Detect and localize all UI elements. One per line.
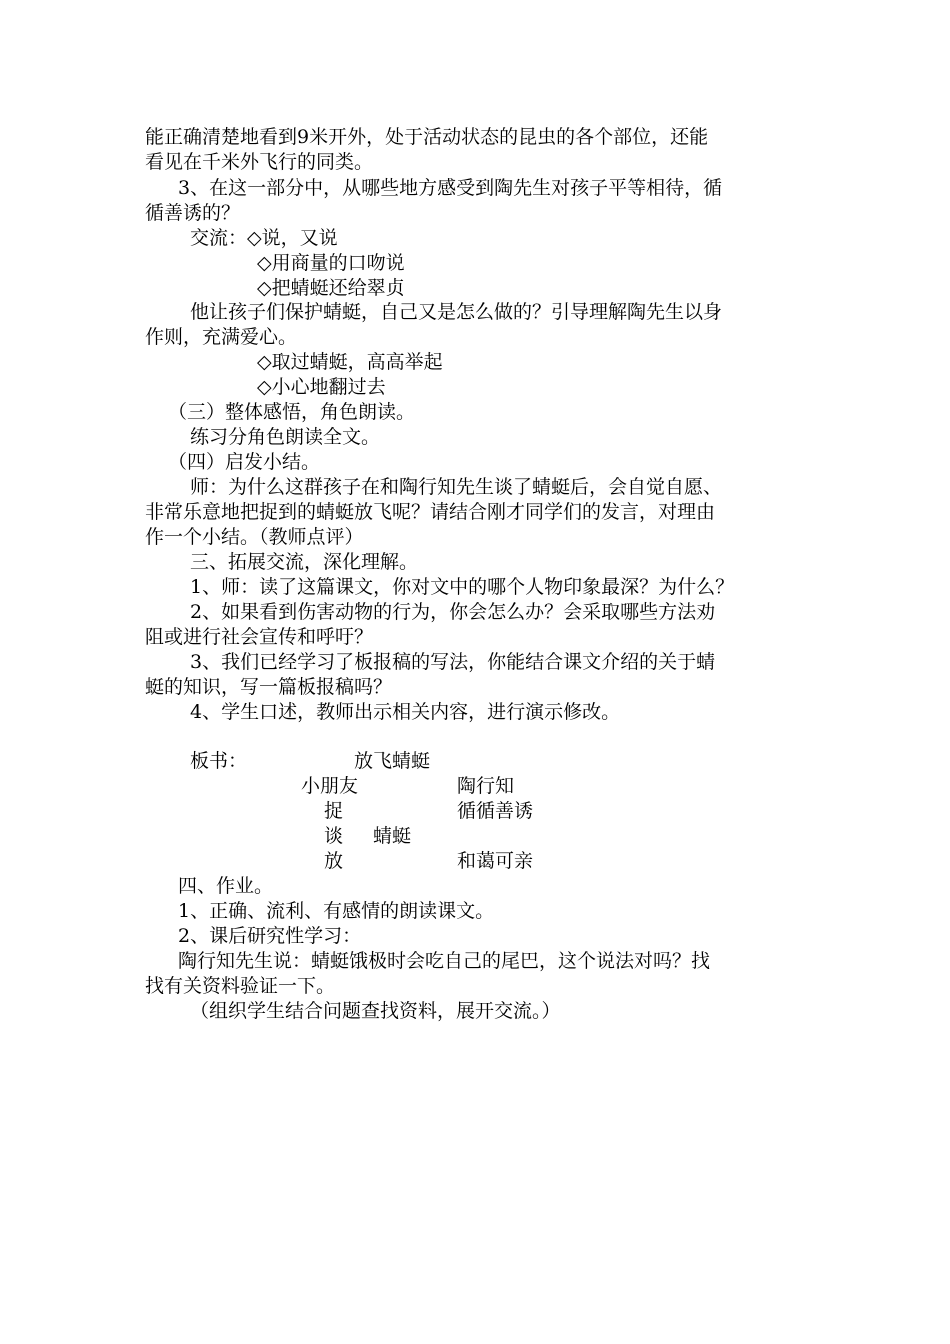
text-line-33: 放: [324, 850, 344, 872]
text-line-9: 作则，充满爱心。: [145, 326, 298, 348]
text-line-28: 陶行知: [457, 775, 515, 797]
text-line-20: 2、如果看到伤害动物的行为，你会怎么办？会采取哪些方法劝: [190, 601, 716, 623]
text-line-12: （三）整体感悟，角色朗读。: [168, 401, 416, 423]
text-line-34: 和蔼可亲: [457, 850, 534, 872]
text-line-27: 小朋友: [301, 775, 359, 797]
text-line-4: 循善诱的？: [145, 202, 241, 224]
text-line-26: 放飞蜻蜓: [354, 750, 431, 772]
text-line-31: 谈: [324, 825, 344, 847]
text-line-30: 循循善诱: [457, 800, 534, 822]
text-line-21: 阻或进行社会宣传和呼吁？: [145, 626, 374, 648]
text-line-38: 陶行知先生说：蜻蜓饿极时会吃自己的尾巴，这个说法对吗？找: [178, 950, 711, 972]
text-line-10: ◇取过蜻蜓，高高举起: [257, 351, 443, 373]
text-line-5: 交流：◇说，又说: [190, 227, 338, 249]
text-line-29: 捉: [324, 800, 344, 822]
text-line-13: 练习分角色朗读全文。: [190, 426, 381, 448]
text-line-7: ◇把蜻蜓还给翠贞: [257, 277, 405, 299]
text-line-37: 2、课后研究性学习：: [178, 925, 362, 947]
text-line-6: ◇用商量的口吻说: [257, 252, 405, 274]
text-line-3: 3、在这一部分中，从哪些地方感受到陶先生对孩子平等相待，循: [178, 177, 723, 199]
text-line-32: 蜻蜓: [373, 825, 412, 847]
text-line-19: 1、师：读了这篇课文，你对文中的哪个人物印象最深？为什么？: [190, 576, 735, 598]
text-line-36: 1、正确、流利、有感情的朗读课文。: [178, 900, 495, 922]
text-line-16: 非常乐意地把捉到的蜻蜓放飞呢？请结合刚才同学们的发言，对理由: [145, 501, 716, 523]
text-line-14: （四）启发小结。: [168, 451, 321, 473]
text-line-23: 蜓的知识，写一篇板报稿吗？: [145, 676, 393, 698]
text-line-18: 三、拓展交流，深化理解。: [190, 551, 419, 573]
text-line-25: 板书：: [190, 750, 248, 772]
text-line-11: ◇小心地翻过去: [257, 376, 386, 398]
text-line-35: 四、作业。: [178, 875, 274, 897]
text-line-39: 找有关资料验证一下。: [145, 975, 336, 997]
text-line-17: 作一个小结。（教师点评）: [145, 526, 364, 548]
text-line-22: 3、我们已经学习了板报稿的写法，你能结合课文介绍的关于蜻: [190, 651, 716, 673]
text-line-24: 4、学生口述，教师出示相关内容，进行演示修改。: [190, 701, 621, 723]
text-line-1: 能正确清楚地看到9米开外，处于活动状态的昆虫的各个部位，还能: [145, 126, 709, 148]
text-line-15: 师：为什么这群孩子在和陶行知先生谈了蜻蜓后，会自觉自愿、: [190, 476, 723, 498]
text-line-8: 他让孩子们保护蜻蜓，自己又是怎么做的？引导理解陶先生以身: [190, 301, 723, 323]
text-line-2: 看见在千米外飞行的同类。: [145, 151, 374, 173]
text-line-40: （组织学生结合问题查找资料，展开交流。）: [190, 1000, 561, 1022]
